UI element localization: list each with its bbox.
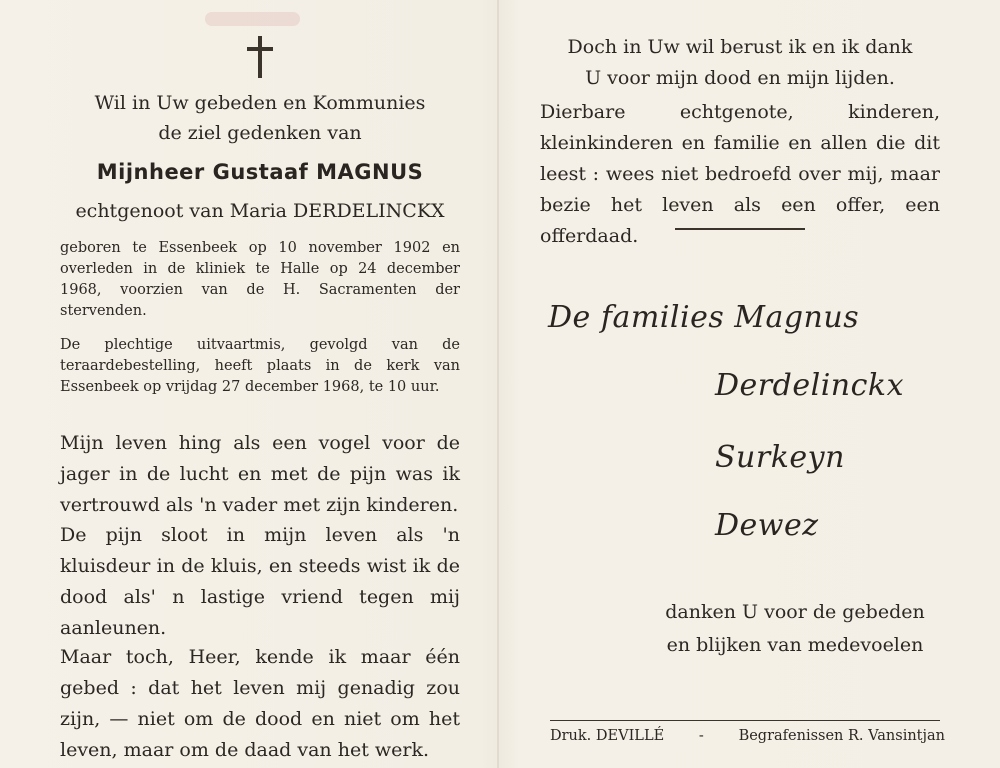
poem-line: U voor mijn dood en mijn lijden. [585,67,895,89]
footer-rule [550,720,940,721]
thanks-text [635,596,955,662]
spouse-line: echtgenoot van Maria DERDELINCKX [75,200,445,222]
intro-text [60,88,460,148]
funeral-mass-paragraph: De plechtige uitvaartmis, gevolgd van de teraardebestelling, heeft plaats in de kerk van Essenbeek op vrijdag 27 december 1968, te 10 uur. [60,337,460,395]
family-line: Derdelinckx [715,368,905,403]
cross-vertical [258,36,262,78]
card-fold [497,0,499,768]
thanks-line: danken U voor de gebeden [665,601,925,623]
poem-stanza-1: Mijn leven hing als een vogel voor de jager in de lucht en met de pijn was ik vertrouwd als 'n vader met zijn kinderen. [60,432,460,516]
bio-paragraph: geboren te Essenbeek op 10 november 1902 en overleden in de kliniek te Halle op 24 december 1968, voorzien van de H. Sacramenten der stervenden. [60,240,460,319]
printer-name: Druk. DEVILLÉ [550,728,665,744]
poem-stanza-5: Dierbare echtgenote, kinderen, kleinkinderen en familie en allen die dit leest : wees niet bedroefd over mij, maar bezie het leven als een offer, een offerdaad. [540,101,940,247]
family-line: Dewez [715,508,819,543]
poem-stanza-3: Maar toch, Heer, kende ik maar één gebed : dat het leven mij genadig zou zijn, — niet om de dood en niet om het leven, maar om de daad van het werk. [60,646,460,761]
thanks-line: en blijken van medevoelen [666,634,924,656]
deceased-name: Mijnheer Gustaaf MAGNUS [96,160,424,184]
intro-line: Wil in Uw gebeden en Kommunies [94,92,426,114]
cross-horizontal [247,47,273,51]
printer-credit [550,728,945,744]
paper-stain [205,12,300,26]
family-line: De families Magnus [548,300,860,335]
poem-stanza-2: De pijn sloot in mijn leven als 'n kluisdeur in de kluis, en steeds wist ik de dood als' n lastige vriend tegen mij aanleunen. [60,524,460,639]
undertaker-name: Begrafenissen R. Vansintjan [738,728,945,744]
printer-separator: - [698,728,704,744]
divider-line [675,228,805,230]
poem-stanza-4 [540,32,940,94]
poem-line: Doch in Uw wil berust ik en ik dank [567,36,913,58]
family-line: Surkeyn [715,440,845,475]
intro-line: de ziel gedenken van [158,122,362,144]
cross-icon [245,36,275,78]
